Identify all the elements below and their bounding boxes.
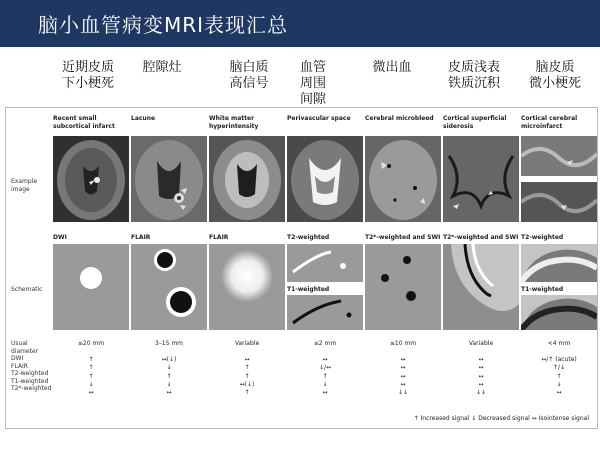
schematic-microinfarct-t2 bbox=[521, 244, 597, 282]
table-cell: Variable bbox=[468, 340, 494, 347]
row-label-example-line2: image bbox=[11, 185, 30, 193]
row-label-dwi: DWI bbox=[11, 355, 24, 362]
table-cell: ↑ bbox=[244, 372, 250, 380]
schema-label-1: DWI bbox=[53, 234, 67, 241]
cn-header-line: 间隙 bbox=[299, 92, 326, 107]
schema-label-5: T2*-weighted and SWI bbox=[365, 234, 441, 241]
value-column-1 bbox=[53, 340, 129, 397]
signal-legend: ↑ Increased signal ↓ Decreased signal ↔ Isointense signal bbox=[413, 415, 589, 422]
schema-label-3: FLAIR bbox=[209, 234, 229, 241]
row-label-example bbox=[11, 178, 37, 193]
value-column-4 bbox=[287, 340, 363, 397]
row-label-diameter: diameter bbox=[11, 347, 39, 355]
schematic-perivascular-t2 bbox=[287, 244, 363, 282]
schema-label-2: FLAIR bbox=[131, 234, 151, 241]
table-cell: ↓ bbox=[556, 380, 562, 388]
schema-label-7b: T1-weighted bbox=[521, 286, 564, 293]
cn-header-line: 高信号 bbox=[229, 76, 269, 91]
cn-header-1 bbox=[48, 60, 128, 92]
table-cell: ↑ bbox=[88, 372, 94, 380]
table-cell: ≤2 mm bbox=[313, 340, 337, 347]
schematic-white-matter bbox=[209, 244, 285, 330]
schema-label-7: T2-weighted bbox=[521, 234, 564, 241]
value-column-3 bbox=[209, 340, 285, 397]
table-cell: <4 mm bbox=[547, 340, 571, 347]
table-cell: ↓ bbox=[322, 380, 328, 388]
table-cell: ≤20 mm bbox=[77, 340, 105, 347]
schematic-microinfarct-t1 bbox=[521, 295, 597, 330]
mri-image-perivascular bbox=[287, 136, 363, 222]
schema-label-6: T2*-weighted and SWI bbox=[443, 234, 519, 241]
value-column-6 bbox=[443, 340, 519, 397]
cn-header-7 bbox=[515, 60, 595, 92]
table-cell: ↔(↓) bbox=[239, 380, 255, 388]
table-cell: ↔ bbox=[88, 389, 94, 397]
en-header-4: Perivascular space bbox=[287, 115, 351, 122]
cn-header-line: 微小梗死 bbox=[528, 76, 581, 91]
en-header-1: Recent small subcortical infarct bbox=[53, 115, 115, 130]
cn-header-line: 脑白质 bbox=[229, 60, 269, 75]
cn-header-line: 周围 bbox=[299, 76, 326, 91]
schematic-perivascular-t1 bbox=[287, 295, 363, 330]
table-cell: ↔ bbox=[478, 380, 484, 388]
schematic-lacune bbox=[131, 244, 207, 330]
table-cell: ↔ bbox=[478, 356, 484, 364]
table-cell: ↓ bbox=[166, 364, 172, 372]
cn-header-line: 铁质沉积 bbox=[447, 76, 500, 91]
table-cell: ↑ bbox=[88, 356, 94, 364]
table-cell: 3–15 mm bbox=[154, 340, 184, 347]
table-cell: ↔ bbox=[400, 356, 406, 364]
table-cell: ↓ bbox=[166, 380, 172, 388]
mri-figure-panel bbox=[5, 107, 598, 429]
mri-image-lacune bbox=[131, 136, 207, 222]
row-label-t1: T1-weighted bbox=[11, 377, 49, 385]
table-cell: ↔/↑ (acute) bbox=[541, 356, 577, 364]
row-labels-table bbox=[11, 340, 51, 393]
table-cell: ↑ bbox=[88, 364, 94, 372]
cn-header-line: 皮质浅表 bbox=[447, 60, 500, 75]
en-header-2: Lacune bbox=[131, 115, 156, 122]
table-cell: ↔ bbox=[244, 356, 250, 364]
table-cell: ↑ bbox=[556, 372, 562, 380]
mri-image-microinfarct-bottom bbox=[521, 182, 597, 222]
table-cell: ↔ bbox=[400, 380, 406, 388]
value-column-7 bbox=[521, 340, 597, 397]
page-title: 脑小血管病变MRI表现汇总 bbox=[38, 13, 289, 37]
table-cell: ↔ bbox=[478, 372, 484, 380]
table-cell: ↔ bbox=[322, 389, 328, 397]
table-cell: ↓↓ bbox=[397, 389, 409, 397]
schematic-subcortical-infarct bbox=[53, 244, 129, 330]
mri-image-siderosis bbox=[443, 136, 519, 222]
schema-label-4: T2-weighted bbox=[287, 234, 330, 241]
schematic-siderosis bbox=[443, 244, 519, 330]
table-cell: ↔ bbox=[166, 389, 172, 397]
row-label-t2star: T2*-weighted bbox=[11, 385, 52, 392]
mri-image-white-matter bbox=[209, 136, 285, 222]
table-cell: ≤10 mm bbox=[389, 340, 417, 347]
table-cell: ↑ bbox=[244, 389, 250, 397]
table-cell: ↔ bbox=[478, 364, 484, 372]
en-header-7: Cortical cerebral microinfarct bbox=[521, 115, 578, 130]
en-header-3: White matter hyperintensity bbox=[209, 115, 259, 130]
row-label-flair: FLAIR bbox=[11, 362, 28, 370]
table-cell: ↔ bbox=[400, 364, 406, 372]
table-cell: ↔ bbox=[322, 356, 328, 364]
en-header-6: Cortical superficial siderosis bbox=[443, 115, 507, 130]
cn-header-5 bbox=[352, 60, 432, 76]
table-cell: ↔ bbox=[400, 372, 406, 380]
table-cell: Variable bbox=[234, 340, 260, 347]
mri-image-microinfarct-top bbox=[521, 136, 597, 176]
schematic-microbleed bbox=[365, 244, 441, 330]
row-label-schematic: Schematic bbox=[11, 286, 43, 293]
table-cell: ↓ bbox=[88, 380, 94, 388]
table-cell: ↓↓ bbox=[475, 389, 487, 397]
table-cell: ↔ bbox=[556, 389, 562, 397]
schema-label-4b: T1-weighted bbox=[287, 286, 330, 293]
cn-header-4 bbox=[273, 60, 353, 108]
cn-header-line: 微出血 bbox=[372, 60, 412, 75]
en-header-5: Cerebral microbleed bbox=[365, 115, 434, 122]
table-cell: ↔(↓) bbox=[161, 356, 177, 364]
table-cell: ↑ bbox=[322, 372, 328, 380]
cn-header-2 bbox=[122, 60, 202, 76]
cn-header-line: 脑皮质 bbox=[535, 60, 575, 75]
table-cell: ↓/↔ bbox=[318, 364, 332, 372]
row-label-usual: Usual bbox=[11, 340, 28, 347]
mri-image-microbleed bbox=[365, 136, 441, 222]
value-column-2 bbox=[131, 340, 207, 397]
cn-header-line: 下小梗死 bbox=[61, 76, 114, 91]
table-cell: ↑/↓ bbox=[552, 364, 566, 372]
cn-header-line: 血管 bbox=[299, 60, 326, 75]
row-label-example-line1: Example bbox=[11, 178, 38, 185]
title-bar bbox=[0, 0, 600, 47]
mri-image-subcortical-infarct bbox=[53, 136, 129, 222]
table-cell: ↑ bbox=[166, 372, 172, 380]
cn-header-line: 腔隙灶 bbox=[142, 60, 182, 75]
table-cell: ↑ bbox=[244, 364, 250, 372]
row-label-t2: T2-weighted bbox=[11, 370, 49, 377]
value-column-5 bbox=[365, 340, 441, 397]
cn-header-line: 近期皮质 bbox=[61, 60, 114, 75]
cn-header-6 bbox=[434, 60, 514, 92]
